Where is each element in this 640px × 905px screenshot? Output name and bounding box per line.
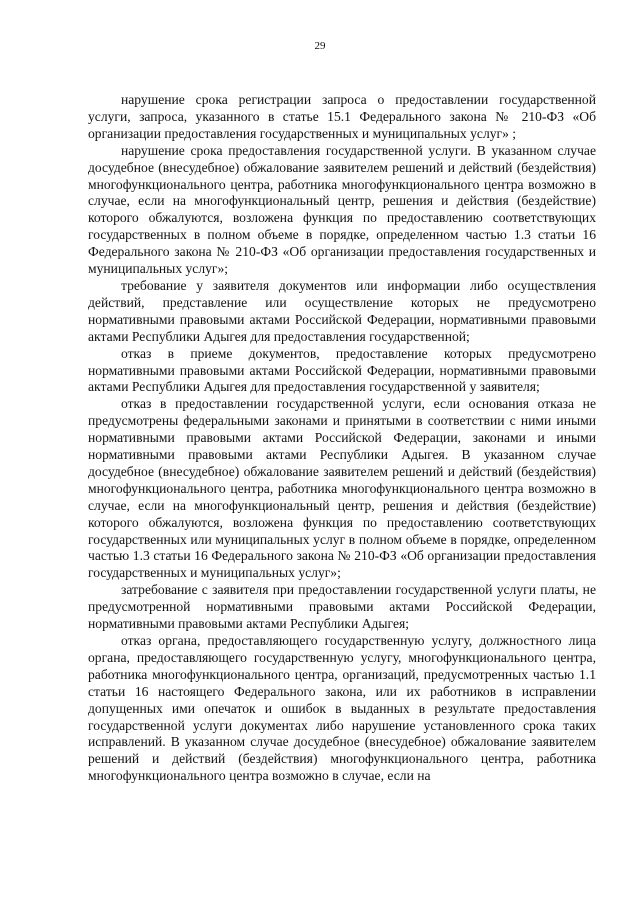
paragraph-document-requirement: требование у заявителя документов или информации либо осуществления действий, представление или осуществление которых не предусмотрено нормативными правовыми актами Российской Федерации, нормативными правовыми актами Республики Адыгея для предоставления государственной; bbox=[88, 277, 596, 344]
page-number: 29 bbox=[314, 40, 326, 52]
paragraph-fee-demand: затребование с заявителя при предоставлении государственной услуги платы, не предусмотренной нормативными правовыми актами Российской Федерации, нормативными правовыми актами Республики Адыгея; bbox=[88, 582, 596, 632]
paragraph-service-refusal: отказ в предоставлении государственной услуги, если основания отказа не предусмотрены федеральными законами и принятыми в соответствии с ними иными нормативными правовыми актами Российской Федерации, законами и иными нормативными правовыми актами Республики Адыгея. В указанном случае досудебное (внесудебное) обжалование заявителем решений и действий (бездействия) многофункционального центра, работника многофункционального центра возможно в случае, если на многофункциональный центр, решения и действия (бездействие) которого обжалуются, возложена функция по предоставлению соответствующих государственных или муниципальных услуг в полном объеме в порядке, определенном частью 1.3 статьи 16 Федерального закона № 210-ФЗ «Об организации предоставления государственных и муниципальных услуг»; bbox=[88, 396, 596, 581]
paragraph-service-deadline: нарушение срока предоставления государственной услуги. В указанном случае досудебное (внесудебное) обжалование заявителем решений и действий (бездействия) многофункционального центра, работника многофункционального центра возможно в случае, если на многофункциональный центр, решения и действия (бездействие) которого обжалуются, возложена функция по предоставлению соответствующих государственных в полном объеме в порядке, определенном частью 1.3 статьи 16 Федерального закона № 210-ФЗ «Об организации предоставления государственных и муниципальных услуг»; bbox=[88, 142, 596, 277]
document-body bbox=[88, 92, 596, 785]
paragraph-document-refusal: отказ в приеме документов, предоставление которых предусмотрено нормативными правовыми актами Российской Федерации, нормативными правовыми актами Республики Адыгея для предоставления государственной у заявителя; bbox=[88, 345, 596, 395]
paragraph-registration-deadline: нарушение срока регистрации запроса о предоставлении государственной услуги, запроса, указанного в статье 15.1 Федерального закона № 210-ФЗ «Об организации предоставления государственных и муниципальных услуг» ; bbox=[88, 92, 596, 141]
paragraph-correction-refusal: отказ органа, предоставляющего государственную услугу, должностного лица органа, предоставляющего государственную услугу, многофункционального центра, работника многофункционального центра, организаций, предусмотренных частью 1.1 статьи 16 настоящего Федерального закона, или их работников в исправлении допущенных ими опечаток и ошибок в выданных в результате предоставления государственной услуги документах либо нарушение установленного срока таких исправлений. В указанном случае досудебное (внесудебное) обжалование заявителем решений и действий (бездействия) многофункционального центра, работника многофункционального центра возможно в случае, если на bbox=[88, 633, 596, 784]
